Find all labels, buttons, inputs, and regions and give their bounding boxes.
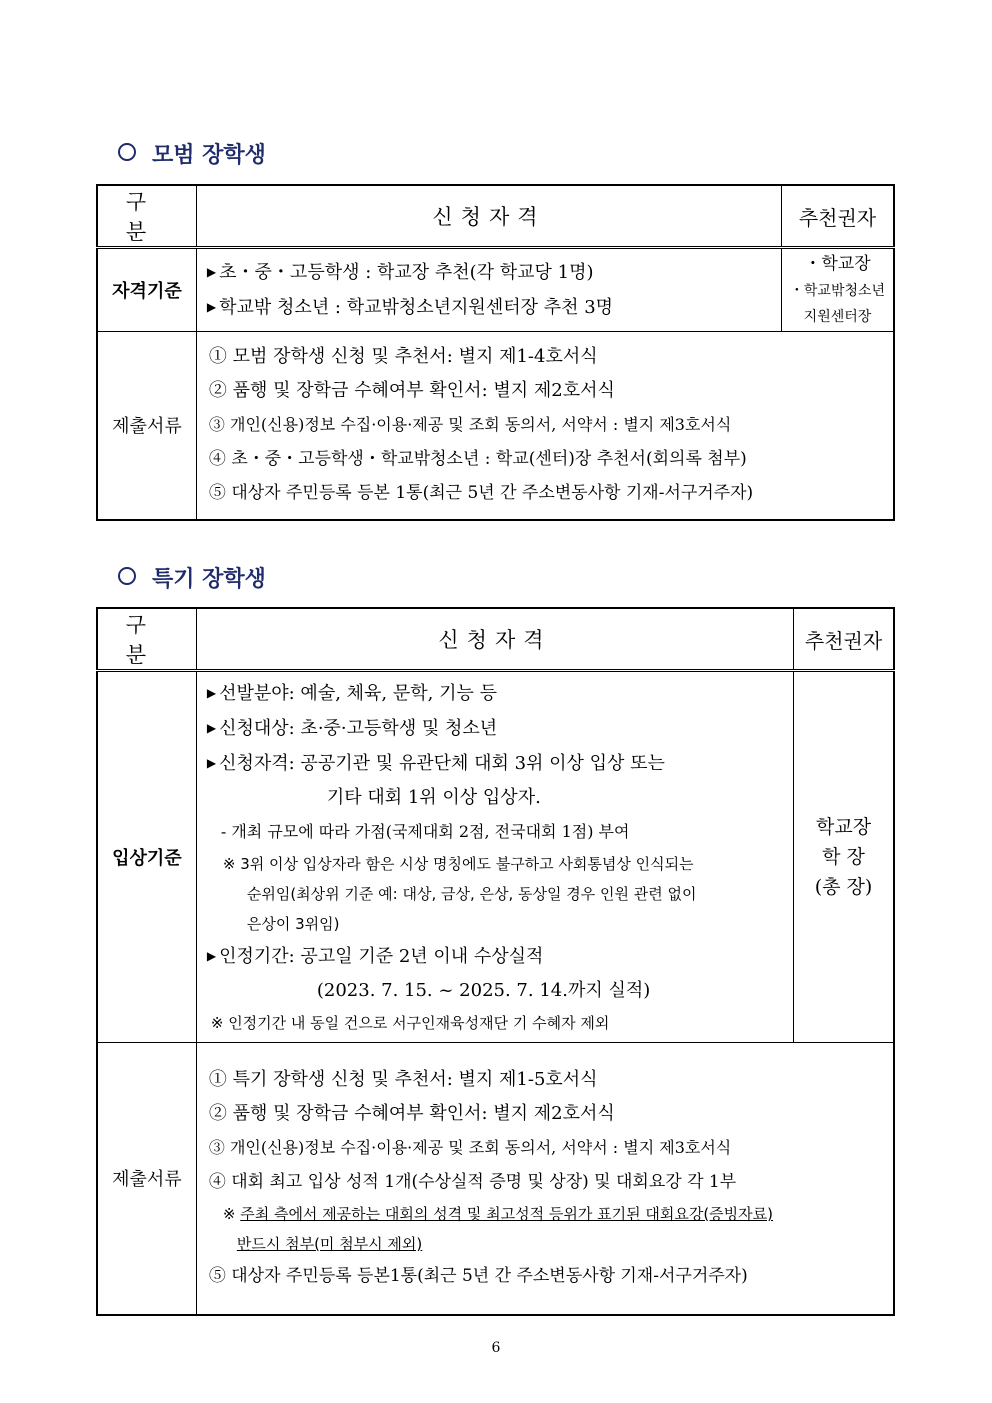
model-scholarship-table (96, 184, 895, 521)
circle-bullet-icon (118, 143, 136, 161)
list-item: ③ 개인(신용)정보 수집·이용·제공 및 조회 동의서, 서약서 : 별지 제3호서식 (208, 415, 732, 435)
section-title-text: 특기 장학생 (152, 567, 266, 592)
list-item: ▶ 학교밖 청소년 : 학교밖청소년지원센터장 추천 3명 (206, 297, 614, 318)
row-label: 제출서류 (97, 332, 196, 520)
triangle-bullet-icon: ▶ (206, 300, 217, 314)
recommender-line: ・학교장 (804, 254, 871, 274)
note-text: 반드시 첨부(미 첨부시 제외) (236, 1235, 423, 1254)
section-title-model (118, 138, 266, 169)
note-line (209, 1199, 893, 1229)
note-line: ※ 3위 이상 입상자라 함은 시상 명칭에도 불구하고 사회통념상 인식되는 (222, 855, 694, 873)
list-item: ① 특기 장학생 신청 및 추천서: 별지 제1-5호서식 (208, 1069, 598, 1091)
recommender-cell (794, 671, 894, 1043)
criteria-cell (196, 671, 793, 1043)
row-label: 입상기준 (97, 671, 196, 1043)
header-main: 신청자격 (196, 185, 781, 248)
list-item: ① 모범 장학생 신청 및 추천서: 별지 제1-4호서식 (208, 346, 598, 368)
note-line (209, 1229, 893, 1259)
talent-scholarship-table (96, 607, 895, 1316)
note-text: 주최 측에서 제공하는 대회의 성격 및 최고성적 등위가 표기된 대회요강(증빙자료) (240, 1205, 773, 1224)
header-gubun: 구 분 (97, 185, 196, 248)
table-header-row (97, 608, 894, 671)
list-item: ▶ 인정기간: 공고일 기준 2년 이내 수상실적 (206, 946, 544, 967)
triangle-bullet-icon: ▶ (206, 265, 217, 279)
recommender-line: 학교장 (816, 816, 872, 838)
note-line: 은상이 3위임) (246, 915, 340, 933)
circle-bullet-icon (118, 567, 136, 585)
section-title-text: 모범 장학생 (152, 143, 266, 168)
list-item: ⑤ 대상자 주민등록 등본1통(최근 5년 간 주소변동사항 기재-서구거주자) (208, 1266, 748, 1287)
list-item: ▶ 선발분야: 예술, 체육, 문학, 기능 등 (206, 683, 497, 704)
documents-cell (196, 1043, 894, 1315)
note-mark: ※ (222, 1205, 241, 1224)
list-item: - 개최 규모에 따라 가점(국제대회 2점, 전국대회 1점) 부여 (220, 822, 630, 841)
list-item: (2023. 7. 15. ~ 2025. 7. 14.까지 실적) (316, 980, 651, 1001)
qualification-cell (196, 248, 781, 332)
table-row (97, 332, 894, 520)
list-item: ③ 개인(신용)정보 수집·이용·제공 및 조회 동의서, 서약서 : 별지 제3호서식 (208, 1138, 732, 1158)
triangle-bullet-icon: ▶ (206, 949, 217, 963)
header-main: 신청자격 (196, 608, 793, 671)
list-item: ▶ 신청자격: 공공기관 및 유관단체 대회 3위 이상 입상 또는 (206, 753, 665, 774)
table-row (97, 1043, 894, 1315)
list-item: ▶ 신청대상: 초·중·고등학생 및 청소년 (206, 718, 498, 739)
recommender-line: ・학교밖청소년 (789, 283, 886, 299)
triangle-bullet-icon: ▶ (206, 721, 217, 735)
row-label: 자격기준 (97, 248, 196, 332)
recommender-line: 지원센터장 (803, 309, 872, 325)
list-item: ▶ 초・중・고등학생 : 학교장 추천(각 학교당 1명) (206, 262, 594, 283)
page-number: 6 (491, 1340, 501, 1356)
triangle-bullet-icon: ▶ (206, 686, 217, 700)
header-recommender: 추천권자 (781, 185, 894, 248)
list-item: ② 품행 및 장학금 수혜여부 확인서: 별지 제2호서식 (208, 1103, 615, 1125)
list-item: 기타 대회 1위 이상 입상자. (326, 787, 541, 808)
header-gubun: 구 분 (97, 608, 196, 671)
documents-cell (196, 332, 894, 520)
table-row (97, 248, 894, 332)
note-line: ※ 인정기간 내 동일 건으로 서구인재육성재단 기 수혜자 제외 (210, 1014, 610, 1032)
recommender-line: 학 장 (822, 846, 865, 868)
list-item: ④ 대회 최고 입상 성적 1개(수상실적 증명 및 상장) 및 대회요강 각 1부 (208, 1172, 737, 1193)
row-label: 제출서류 (97, 1043, 196, 1315)
list-item: ④ 초・중・고등학생・학교밖청소년 : 학교(센터)장 추천서(회의록 첨부) (208, 449, 747, 470)
note-line: 순위임(최상위 기준 예: 대상, 금상, 은상, 동상일 경우 인원 관련 없이 (246, 885, 697, 903)
triangle-bullet-icon: ▶ (206, 756, 217, 770)
recommender-line: (총 장) (814, 876, 873, 898)
list-item: ② 품행 및 장학금 수혜여부 확인서: 별지 제2호서식 (208, 380, 615, 402)
recommender-cell (781, 248, 894, 332)
table-row (97, 671, 894, 1043)
section-title-talent (118, 562, 266, 593)
table-header-row (97, 185, 894, 248)
list-item: ⑤ 대상자 주민등록 등본 1통(최근 5년 간 주소변동사항 기재-서구거주자) (208, 483, 754, 504)
header-recommender: 추천권자 (794, 608, 894, 671)
